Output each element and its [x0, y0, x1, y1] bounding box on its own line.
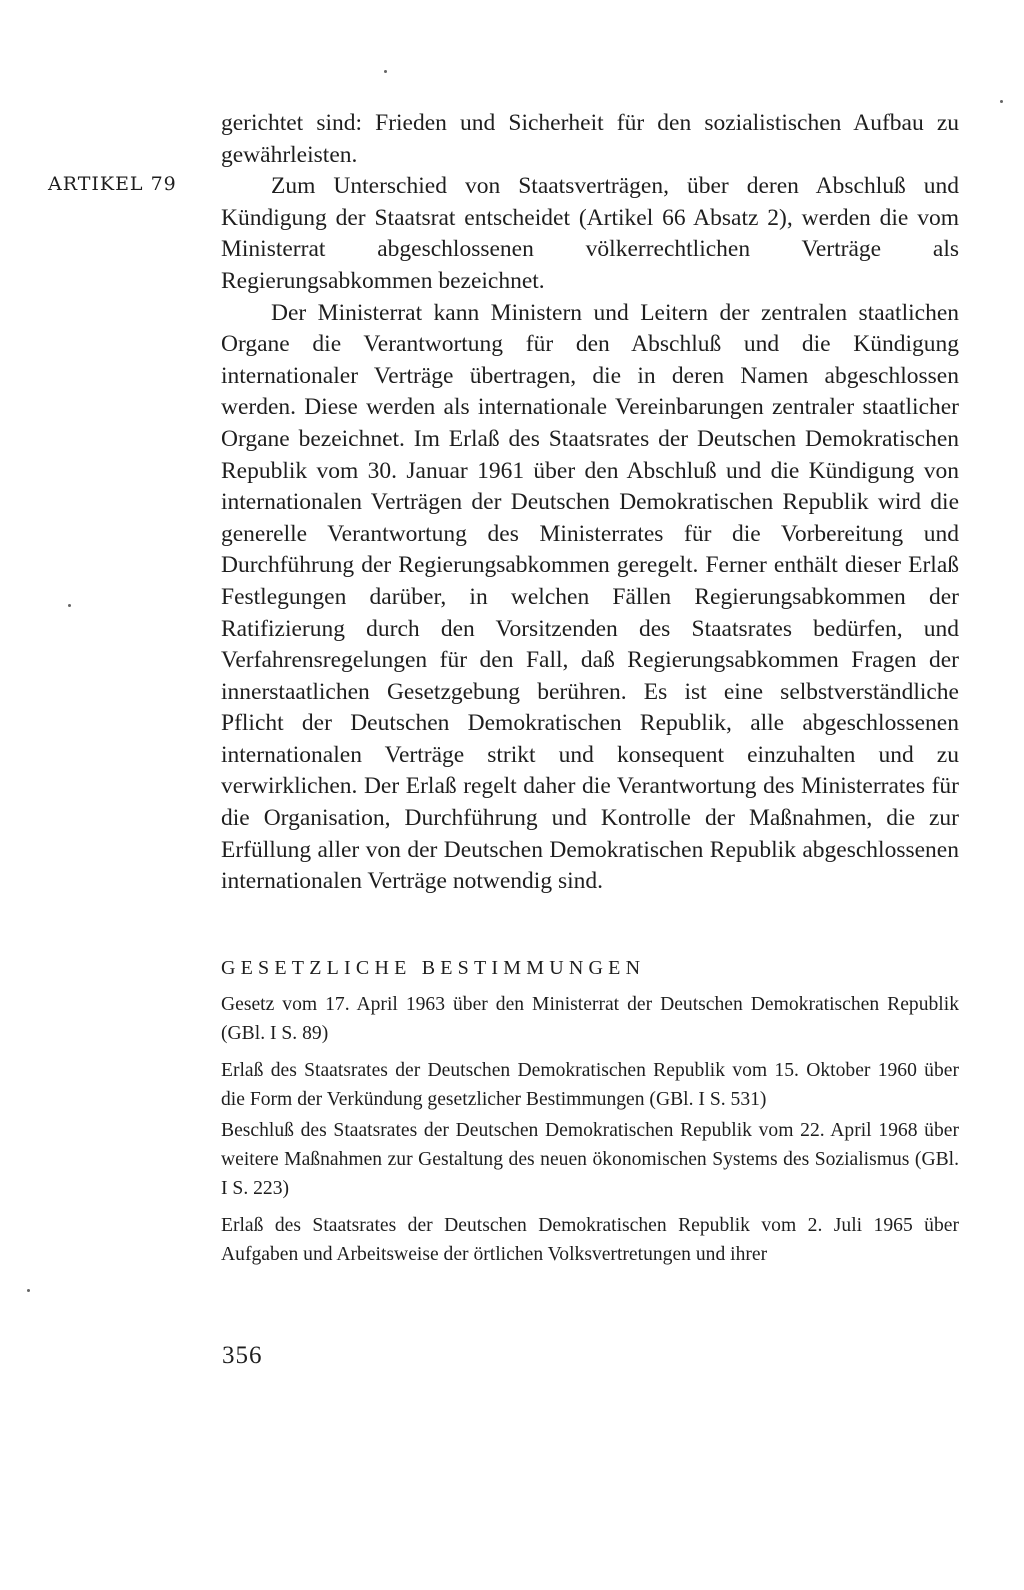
scan-speck [27, 1289, 30, 1292]
section-heading: GESETZLICHE BESTIMMUNGEN [221, 956, 646, 979]
main-text-column [221, 108, 959, 1277]
article-label: ARTIKEL 79 [48, 173, 177, 195]
reference-2: Erlaß des Staatsrates der Deutschen Demokratischen Republik vom 15. Oktober 1960 über die Form der Verkündung gesetzlicher Bestimmungen (GBl. I S. 531) [221, 1059, 959, 1110]
scan-speck [68, 604, 71, 607]
body-paragraph-1: Zum Unterschied von Staatsverträgen, über deren Abschluß und Kündigung der Staatsrat entscheidet (Artikel 66 Absatz 2), werden die vom Ministerrat abgeschlossenen völkerrechtlichen Verträge als Regierungsabkommen bezeichnet. [221, 173, 959, 294]
continuation-paragraph: gerichtet sind: Frieden und Sicherheit für den sozialistischen Aufbau zu gewährleisten. [221, 110, 959, 168]
page-number: 356 [222, 1342, 263, 1369]
reference-3: Beschluß des Staatsrates der Deutschen Demokratischen Republik vom 22. April 1968 über weitere Maßnahmen zur Gestaltung des neuen ökonomischen Systems des Sozialismus (GBl. I S. 223) [221, 1119, 959, 1199]
reference-1: Gesetz vom 17. April 1963 über den Ministerrat der Deutschen Demokratischen Republik (GBl. I S. 89) [221, 993, 959, 1044]
reference-4: Erlaß des Staatsrates der Deutschen Demokratischen Republik vom 2. Juli 1965 über Aufgaben und Arbeitsweise der örtlichen Volksvertretungen und ihrer [221, 1214, 959, 1265]
scan-speck [384, 70, 387, 73]
body-paragraph-2: Der Ministerrat kann Ministern und Leitern der zentralen staatlichen Organe die Verantwortung für den Abschluß und die Kündigung internationaler Verträge übertragen, die in deren Namen abgeschlossen werden. Diese werden als internationale Vereinbarungen zentraler staatlicher Organe bezeichnet. Im Erlaß des Staatsrates der Deutschen Demokratischen Republik vom 30. Januar 1961 über den Abschluß und die Kündigung von internationalen Verträgen der Deutschen Demokratischen Republik wird die generelle Verantwortung des Ministerrates für die Vorbereitung und Durchführung der Regierungsabkommen geregelt. Ferner enthält dieser Erlaß Festlegungen darüber, in welchen Fällen Regierungsabkommen der Ratifizierung durch den Vorsitzenden des Staatsrates bedürfen, und Verfahrensregelungen für den Fall, daß Regierungsabkommen Fragen der innerstaatlichen Gesetzgebung berühren. Es ist eine selbstverständliche Pflicht der Deutschen Demokratischen Republik, alle abgeschlossenen internationalen Verträge strikt und konsequent einzuhalten und zu verwirklichen. Der Erlaß regelt daher die Verantwortung des Ministerrates für die Organisation, Durchführung und Kontrolle der Maßnahmen, die zur Erfüllung aller von der Deutschen Demokratischen Republik abgeschlossenen internationalen Verträge notwendig sind. [221, 299, 959, 895]
scan-speck [1000, 100, 1003, 103]
